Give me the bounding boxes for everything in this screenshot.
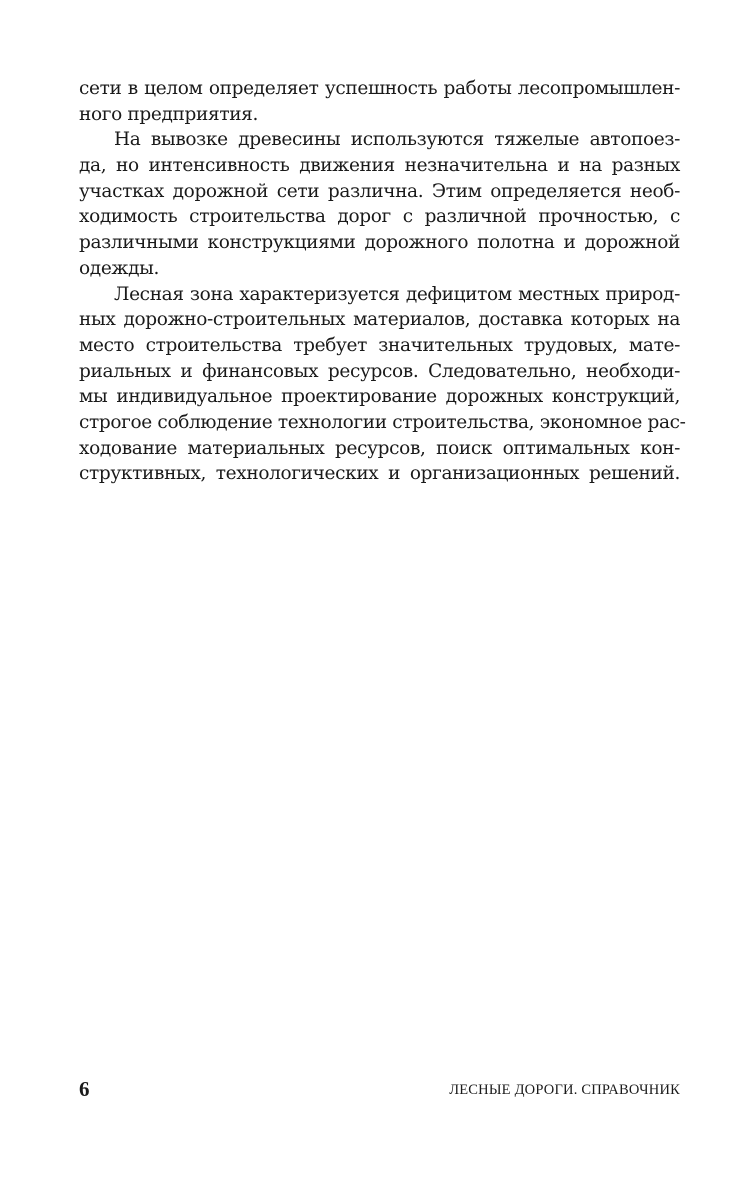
text-line: ходование материальных ресурсов, поиск оптимальных кон-	[79, 437, 680, 459]
paragraph-1	[79, 76, 680, 127]
text-line: сети в целом определяет успешность работы лесопромышлен-	[79, 78, 680, 99]
text-line: структивных, технологических и организационных решений.	[79, 463, 680, 485]
text-line: На вывозке древесины используются тяжелые автопоез-	[114, 129, 680, 151]
text-line: Лесная зона характеризуется дефицитом местных природ-	[114, 283, 680, 305]
text-line: да, но интенсивность движения незначительна и на разных	[79, 155, 680, 177]
text-line: различными конструкциями дорожного полотна и дорожной	[79, 232, 680, 254]
running-title: ЛЕСНЫЕ ДОРОГИ. СПРАВОЧНИК	[449, 1082, 680, 1098]
text-line: ходимость строительства дорог с различной прочностью, с	[79, 206, 680, 228]
page-footer	[79, 1077, 680, 1101]
text-line: участках дорожной сети различна. Этим определяется необ-	[79, 180, 680, 202]
body-text	[79, 76, 686, 487]
text-line: строгое соблюдение технологии строительства, экономное рас-	[79, 411, 686, 433]
text-line: ных дорожно-строительных материалов, доставка которых на	[79, 309, 680, 331]
text-line: одежды.	[79, 257, 160, 279]
paragraph-2	[79, 127, 680, 281]
text-line: риальных и финансовых ресурсов. Следовательно, необходи-	[79, 360, 680, 382]
text-line: место строительства требует значительных трудовых, мате-	[79, 334, 680, 356]
text-line: ного предприятия.	[79, 103, 259, 125]
page-number: 6	[79, 1077, 90, 1101]
paragraph-3	[79, 282, 686, 488]
text-line: мы индивидуальное проектирование дорожных конструкций,	[79, 386, 680, 408]
